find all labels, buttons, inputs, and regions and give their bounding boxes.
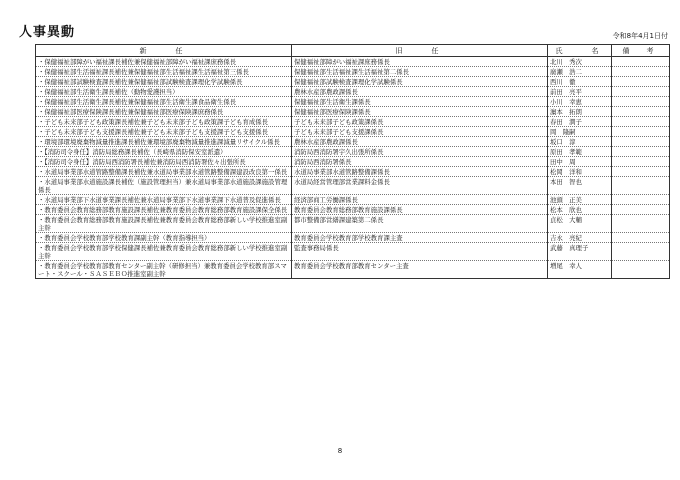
table-row xyxy=(36,261,670,279)
cell-old-post: 教育委員会学校教育部教育センター主査 xyxy=(292,261,548,279)
cell-old-post: 保健福祉部障がい福祉課庶務係長 xyxy=(292,57,548,67)
cell-old-post: 監査事務局係長 xyxy=(292,243,548,261)
cell-name: 松岡 洋和 xyxy=(548,167,612,177)
table-row xyxy=(36,205,670,215)
cell-name: 原田 孝範 xyxy=(548,147,612,157)
cell-remarks xyxy=(612,157,670,167)
table-row xyxy=(36,77,670,87)
table-row xyxy=(36,147,670,157)
cell-old-post: 経済部商工労働課係長 xyxy=(292,195,548,205)
cell-name: 岡 隆嗣 xyxy=(548,127,612,137)
cell-name: 春田 潤子 xyxy=(548,117,612,127)
cell-name: 北川 秀次 xyxy=(548,57,612,67)
cell-new-post: ・水道局事業部水道施設課長補佐（施設管理担当）兼水道局事業部水道施設課施設管理係長 xyxy=(36,177,292,195)
table-row xyxy=(36,117,670,127)
cell-old-post: 農林水産部農政課係長 xyxy=(292,137,548,147)
table-row xyxy=(36,107,670,117)
cell-old-post: 水道局経営管理部営業課料金係長 xyxy=(292,177,548,195)
page-number: 8 xyxy=(337,447,343,455)
cell-remarks xyxy=(612,57,670,67)
cell-remarks xyxy=(612,205,670,215)
cell-new-post: ・保健福祉部生活衛生課長補佐（動物愛護担当） xyxy=(36,87,292,97)
table-row xyxy=(36,127,670,137)
table-row xyxy=(36,57,670,67)
cell-old-post: 教育委員会学校教育部学校教育課主査 xyxy=(292,233,548,243)
cell-remarks xyxy=(612,127,670,137)
cell-remarks xyxy=(612,233,670,243)
cell-old-post: 水道局事業部水道管路整備課係長 xyxy=(292,167,548,177)
cell-remarks xyxy=(612,117,670,127)
table-row xyxy=(36,67,670,77)
cell-new-post: ・水道局事業部下水道事業課長補佐兼水道局事業部下水道事業課下水道普及促進係長 xyxy=(36,195,292,205)
cell-remarks xyxy=(612,107,670,117)
cell-new-post: ・子ども未来部子ども支援課長補佐兼子ども未来部子ども支援課子ども支援係長 xyxy=(36,127,292,137)
header-new-post: 新 任 xyxy=(36,45,292,57)
cell-new-post: ・教育委員会学校教育部学校保健課長補佐兼教育委員会教育総務部新しい学校推進室副主幹 xyxy=(36,243,292,261)
cell-remarks xyxy=(612,167,670,177)
cell-remarks xyxy=(612,67,670,77)
header-old-post: 旧 任 xyxy=(292,45,548,57)
table-row xyxy=(36,195,670,205)
page-title: 人事異動 xyxy=(19,25,76,40)
cell-remarks xyxy=(612,177,670,195)
cell-name: 濵本 拓朗 xyxy=(548,107,612,117)
cell-old-post: 教育委員会教育総務部教育施設課係長 xyxy=(292,205,548,215)
cell-name: 吉永 亮紀 xyxy=(548,233,612,243)
cell-remarks xyxy=(612,147,670,157)
cell-new-post: ・保健福祉部障がい福祉課長補佐兼保健福祉部障がい福祉課庶務係長 xyxy=(36,57,292,67)
cell-name: 前田 亮平 xyxy=(548,87,612,97)
cell-new-post: ・保健福祉部医療保険課長補佐兼保健福祉部医療保険課庶務係長 xyxy=(36,107,292,117)
cell-new-post: ・【消防司令身任】消防局総務課長補佐（長崎県消防保安室派遣） xyxy=(36,147,292,157)
cell-old-post: 消防局西消防署宇久出張所係長 xyxy=(292,147,548,157)
table-row xyxy=(36,177,670,195)
cell-new-post: ・教育委員会教育総務部教育施設課長補佐兼教育委員会教育総務部教育施設課保全係長 xyxy=(36,205,292,215)
cell-old-post: 子ども未来部子ども政策課係長 xyxy=(292,117,548,127)
cell-new-post: ・教育委員会学校教育部学校教育課副主幹（教育指導担当） xyxy=(36,233,292,243)
table-row xyxy=(36,137,670,147)
cell-remarks xyxy=(612,195,670,205)
cell-old-post: 保健福祉部試験検査課理化学試験係長 xyxy=(292,77,548,87)
cell-remarks xyxy=(612,215,670,233)
cell-remarks xyxy=(612,87,670,97)
table-header-row xyxy=(36,45,670,57)
cell-new-post: ・教育委員会教育総務部教育施設課長補佐兼教育委員会教育総務部新しい学校推進室副主幹 xyxy=(36,215,292,233)
cell-old-post: 保健福祉部生活衛生課係長 xyxy=(292,97,548,107)
cell-new-post: ・保健福祉部生活福祉課長補佐兼保健福祉部生活福祉課生活福祉第三係長 xyxy=(36,67,292,77)
cell-name: 廣瀬 浩二 xyxy=(548,67,612,77)
cell-remarks xyxy=(612,243,670,261)
table-row xyxy=(36,167,670,177)
cell-old-post: 子ども未来部子ども支援課係長 xyxy=(292,127,548,137)
table-row xyxy=(36,233,670,243)
cell-name: 貞松 大輔 xyxy=(548,215,612,233)
cell-old-post: 保健福祉部生活福祉課生活福祉第二係長 xyxy=(292,67,548,77)
table-row xyxy=(36,215,670,233)
cell-remarks xyxy=(612,97,670,107)
cell-new-post: ・【消防司令身任】消防局西消防署長補佐兼消防局西消防署佐々出張所長 xyxy=(36,157,292,167)
cell-name: 西川 徹 xyxy=(548,77,612,87)
cell-old-post: 農林水産部農政課係長 xyxy=(292,87,548,97)
cell-old-post: 消防局西消防署係長 xyxy=(292,157,548,167)
cell-old-post: 保健福祉部医療保険課係長 xyxy=(292,107,548,117)
cell-new-post: ・環境部環境廃棄物減量推進課長補佐兼環境部廃棄物減量推進課減量リサイクル係長 xyxy=(36,137,292,147)
cell-remarks xyxy=(612,77,670,87)
personnel-table xyxy=(35,44,670,279)
cell-remarks xyxy=(612,261,670,279)
cell-new-post: ・教育委員会学校教育部教育センター副主幹（研修担当）兼教育委員会学校教育部スマート・スクール・ＳＡＳＥＢＯ推進室副主幹 xyxy=(36,261,292,279)
cell-new-post: ・水道局事業部水道管路整備課長補佐兼水道局事業部水道管路整備課建設改良第一係長 xyxy=(36,167,292,177)
table-row xyxy=(36,243,670,261)
cell-name: 田中 周 xyxy=(548,157,612,167)
cell-name: 武藤 真理子 xyxy=(548,243,612,261)
header-remarks: 備 考 xyxy=(612,45,670,57)
cell-new-post: ・保健福祉部生活衛生課長補佐兼保健福祉部生活衛生課食品衛生係長 xyxy=(36,97,292,107)
header-name: 氏 名 xyxy=(548,45,612,57)
cell-name: 池頭 正美 xyxy=(548,195,612,205)
table-row xyxy=(36,87,670,97)
cell-remarks xyxy=(612,137,670,147)
table-row xyxy=(36,157,670,167)
cell-name: 小川 幸恵 xyxy=(548,97,612,107)
cell-old-post: 都市整備部営繕課建築第二係長 xyxy=(292,215,548,233)
cell-new-post: ・保健福祉部試験検査課長補佐兼保健福祉部試験検査課理化学試験係長 xyxy=(36,77,292,87)
table-row xyxy=(36,97,670,107)
cell-name: 本田 智也 xyxy=(548,177,612,195)
cell-new-post: ・子ども未来部子ども政策課長補佐兼子ども未来部子ども政策課子ども育成係長 xyxy=(36,117,292,127)
cell-name: 増尾 幸人 xyxy=(548,261,612,279)
cell-name: 坂口 淳 xyxy=(548,137,612,147)
effective-date: 令和8年4月1日付 xyxy=(612,32,668,40)
cell-name: 松本 欣也 xyxy=(548,205,612,215)
